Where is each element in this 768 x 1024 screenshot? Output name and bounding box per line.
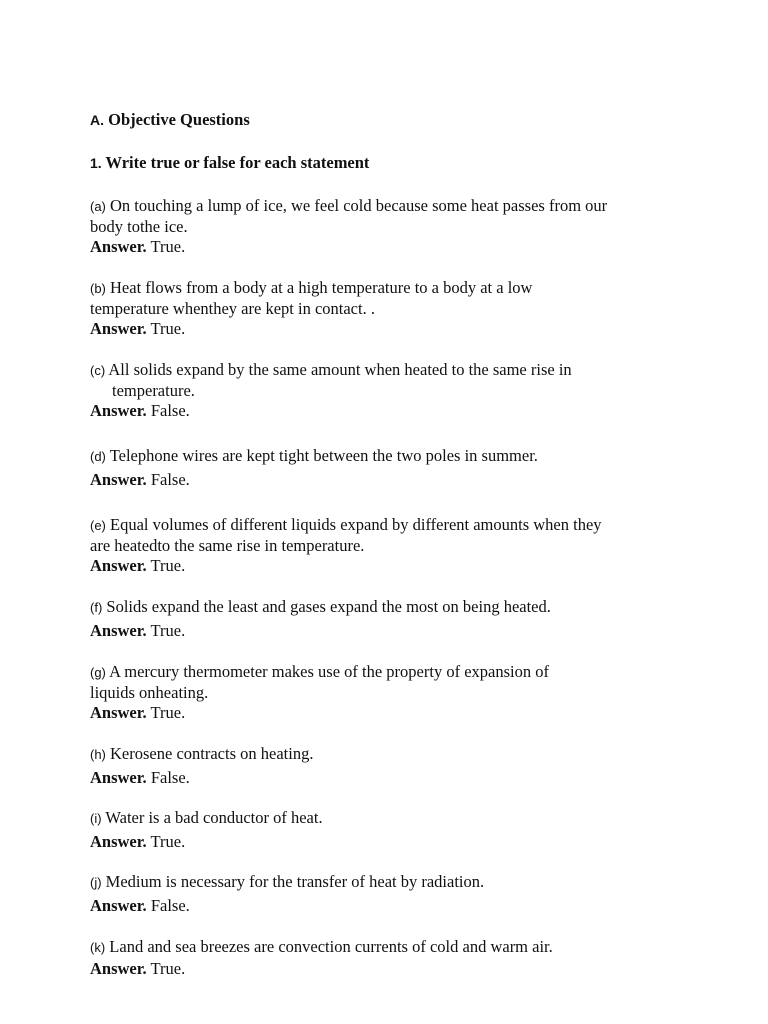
question-line: [90, 278, 680, 299]
item-label: (d): [90, 449, 106, 464]
item-text: Equal volumes of different liquids expand by different amounts when they: [110, 515, 602, 534]
answer-line: [90, 703, 680, 722]
item-label: (f): [90, 600, 103, 615]
question-item-g: [90, 662, 680, 722]
answer-value: True.: [150, 319, 186, 338]
answer-line: [90, 237, 680, 256]
question-line: [90, 360, 680, 381]
item-label: (e): [90, 518, 106, 533]
answer-line: [90, 768, 680, 787]
item-text: All solids expand by the same amount when heated to the same rise in: [108, 360, 572, 379]
section-title: Objective Questions: [108, 110, 250, 129]
answer-line: [90, 959, 680, 978]
question-line: [90, 662, 680, 683]
answer-line: [90, 621, 680, 640]
question-item-c: [90, 360, 680, 420]
item-label: (i): [90, 811, 102, 826]
question-item-a: [90, 196, 680, 256]
answer-prefix: Answer.: [90, 959, 147, 978]
item-text-continued: body tothe ice.: [90, 217, 188, 236]
question-item-f: [90, 597, 680, 640]
answer-prefix: Answer.: [90, 832, 147, 851]
item-text-continued: temperature.: [112, 381, 195, 400]
question-item-b: [90, 278, 680, 338]
item-text: Telephone wires are kept tight between the two poles in summer.: [109, 446, 538, 465]
answer-prefix: Answer.: [90, 237, 147, 256]
question-title: Write true or false for each statement: [105, 153, 370, 172]
item-text: A mercury thermometer makes use of the property of expansion of: [109, 662, 549, 681]
item-label: (g): [90, 665, 106, 680]
item-label: (k): [90, 940, 106, 955]
item-text-continued: are heatedto the same rise in temperature.: [90, 536, 365, 555]
item-text: Land and sea breezes are convection currents of cold and warm air.: [109, 937, 553, 956]
question-item-e: [90, 515, 680, 575]
question-line: [90, 744, 680, 765]
answer-prefix: Answer.: [90, 768, 147, 787]
answer-value: False.: [150, 896, 190, 915]
item-label: (h): [90, 747, 106, 762]
answer-value: False.: [150, 401, 190, 420]
answer-line: [90, 319, 680, 338]
answer-prefix: Answer.: [90, 401, 147, 420]
question-item-j: [90, 872, 680, 915]
answer-line: [90, 832, 680, 851]
question-item-i: [90, 808, 680, 851]
answer-value: True.: [150, 556, 186, 575]
section-letter: A.: [90, 112, 104, 128]
answer-prefix: Answer.: [90, 556, 147, 575]
answer-prefix: Answer.: [90, 621, 147, 640]
answer-prefix: Answer.: [90, 703, 147, 722]
question-line: [90, 872, 680, 893]
item-text: Solids expand the least and gases expand the most on being heated.: [106, 597, 551, 616]
question-line: [90, 515, 680, 536]
answer-value: True.: [150, 959, 186, 978]
answer-prefix: Answer.: [90, 896, 147, 915]
question-heading: [90, 153, 369, 173]
answer-line: [90, 470, 680, 489]
section-heading: [90, 110, 250, 130]
question-number: 1.: [90, 155, 102, 171]
item-text: Heat flows from a body at a high temperature to a body at a low: [110, 278, 533, 297]
answer-value: True.: [150, 832, 186, 851]
answer-value: True.: [150, 703, 186, 722]
answer-prefix: Answer.: [90, 470, 147, 489]
answer-line: [90, 401, 680, 420]
answer-prefix: Answer.: [90, 319, 147, 338]
item-text: Kerosene contracts on heating.: [110, 744, 314, 763]
question-line: [90, 937, 680, 958]
item-text: Medium is necessary for the transfer of heat by radiation.: [105, 872, 485, 891]
question-item-d: [90, 446, 680, 489]
item-label: (b): [90, 281, 106, 296]
answer-value: False.: [150, 470, 190, 489]
item-text: Water is a bad conductor of heat.: [105, 808, 323, 827]
item-label: (a): [90, 199, 106, 214]
question-line: [90, 808, 680, 829]
answer-line: [90, 556, 680, 575]
answer-value: False.: [150, 768, 190, 787]
question-item-k: [90, 937, 680, 978]
question-line: [90, 196, 680, 217]
question-line: [90, 446, 680, 467]
answer-value: True.: [150, 621, 186, 640]
item-label: (c): [90, 363, 106, 378]
item-text-continued: temperature whenthey are kept in contact. .: [90, 299, 375, 318]
question-line: [90, 597, 680, 618]
item-label: (j): [90, 875, 102, 890]
answer-line: [90, 896, 680, 915]
question-item-h: [90, 744, 680, 787]
item-text-continued: liquids onheating.: [90, 683, 209, 702]
answer-value: True.: [150, 237, 186, 256]
item-text: On touching a lump of ice, we feel cold because some heat passes from our: [110, 196, 608, 215]
